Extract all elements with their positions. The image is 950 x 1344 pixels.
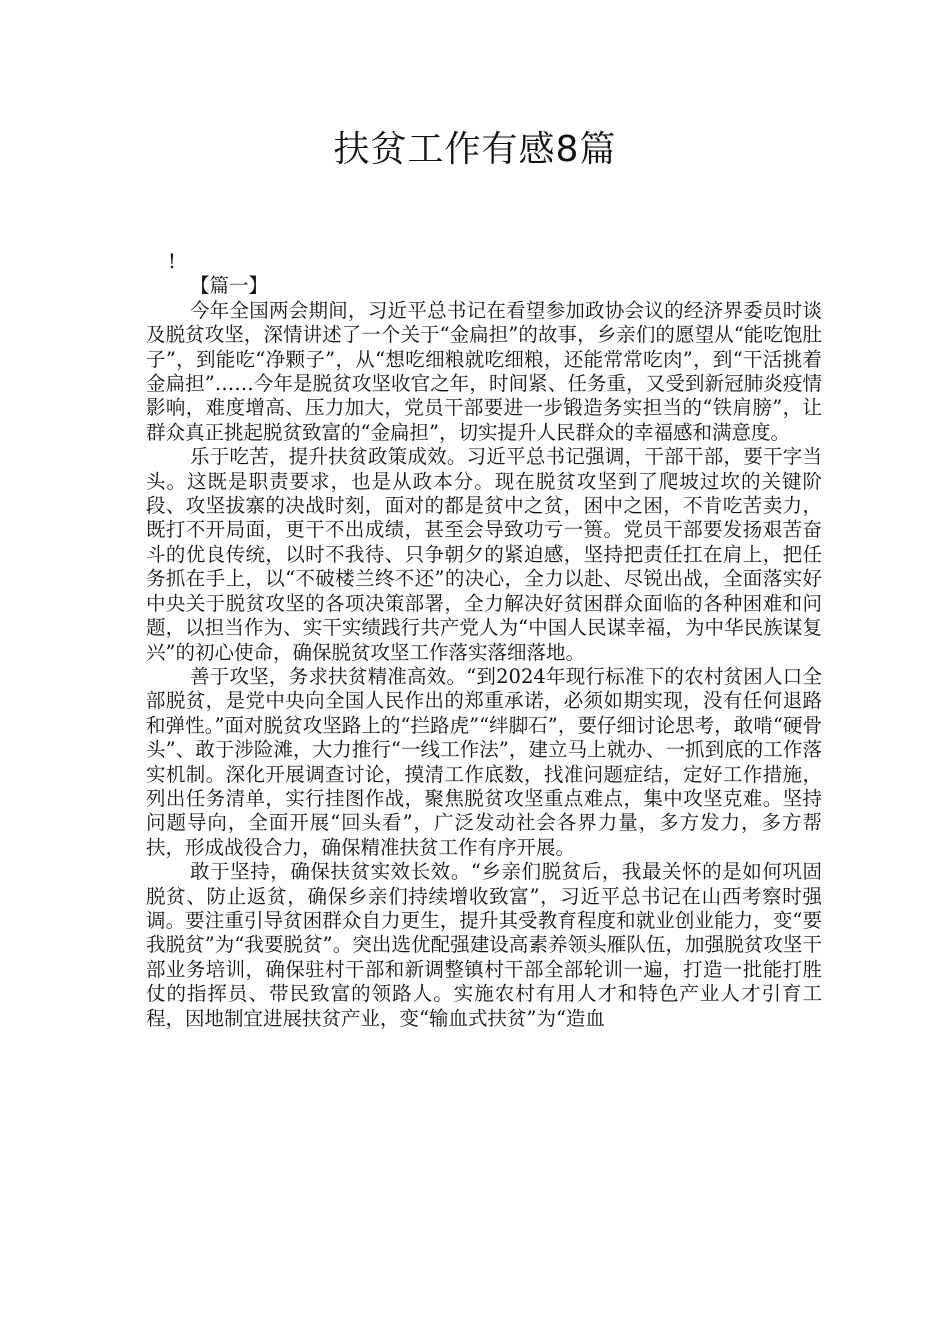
document-title: 扶贫工作有感8篇 — [333, 129, 617, 170]
document-body — [146, 250, 822, 1031]
paragraph-3: 善于攻坚，务求扶贫精准高效。“到2024年现行标准下的农村贫困人口全部脱贫，是党中央向全国人民作出的郑重承诺，必须如期实现，没有任何退路和弹性。”面对脱贫攻坚路上的“拦路虎”“绊脚石”，要仔细讨论思考，敢啃“硬骨头”、敢于涉险滩，大力推行“一线工作法”，建立马上就办、一抓到底的工作落实机制。深化开展调查讨论，摸清工作底数，找准问题症结，定好工作措施，列出任务清单，实行挂图作战，聚焦脱贫攻坚重点难点，集中攻坚克难。坚持问题导向，全面开展“回头看”，广泛发动社会各界力量，多方发力，多方帮扶，形成战役合力，确保精准扶贫工作有序开展。 — [146, 664, 822, 859]
section-label: 【篇一】 — [190, 274, 269, 298]
paragraph-4: 敢于坚持，确保扶贫实效长效。“乡亲们脱贫后，我最关怀的是如何巩固脱贫、防止返贫，确保乡亲们持续增收致富”，习近平总书记在山西考察时强调。要注重引导贫困群众自力更生，提升其受教育程度和就业创业能力，变“要我脱贫”为“我要脱贫”。突出选优配强建设高素养领头雁队伍，加强脱贫攻坚干部业务培训，确保驻村干部和新调整镇村干部全部轮训一遍，打造一批能打胜仗的指挥员、带民致富的领路人。实施农村有用人才和特色产业人才引育工程，因地制宜进展扶贫产业，变“输血式扶贫”为“造血 — [146, 860, 822, 1030]
paragraph-2: 乐于吃苦，提升扶贫政策成效。习近平总书记强调，干部干部，要干字当头。这既是职责要求，也是从政本分。现在脱贫攻坚到了爬坡过坎的关键阶段、攻坚拔寨的决战时刻，面对的都是贫中之贫，困中之困，不肯吃苦卖力，既打不开局面，更干不出成绩，甚至会导致功亏一篑。党员干部要发扬艰苦奋斗的优良传统，以时不我待、只争朝夕的紧迫感，坚持把责任扛在肩上，把任务抓在手上，以“不破楼兰终不还”的决心，全力以赴、尽锐出战，全面落实好中央关于脱贫攻坚的各项决策部署，全力解决好贫困群众面临的各种困难和问题，以担当作为、实干实绩践行共产党人为“中国人民谋幸福，为中华民族谋复兴”的初心使命，确保脱贫攻坚工作落实落细落地。 — [146, 445, 822, 664]
paragraph-1: 今年全国两会期间，习近平总书记在看望参加政协会议的经济界委员时谈及脱贫攻坚，深情讲述了一个关于“金扁担”的故事，乡亲们的愿望从“能吃饱肚子”，到能吃“净颗子”，从“想吃细粮就吃细粮，还能常常吃肉”，到“干活挑着金扁担”……今年是脱贫攻坚收官之年，时间紧、任务重，又受到新冠肺炎疫情影响，难度增高、压力加大，党员干部要进一步锻造务实担当的“铁肩膀”，让群众真正挑起脱贫致富的“金扁担”，切实提升人民群众的幸福感和满意度。 — [146, 298, 822, 444]
exclamation-mark: ! — [168, 250, 176, 273]
